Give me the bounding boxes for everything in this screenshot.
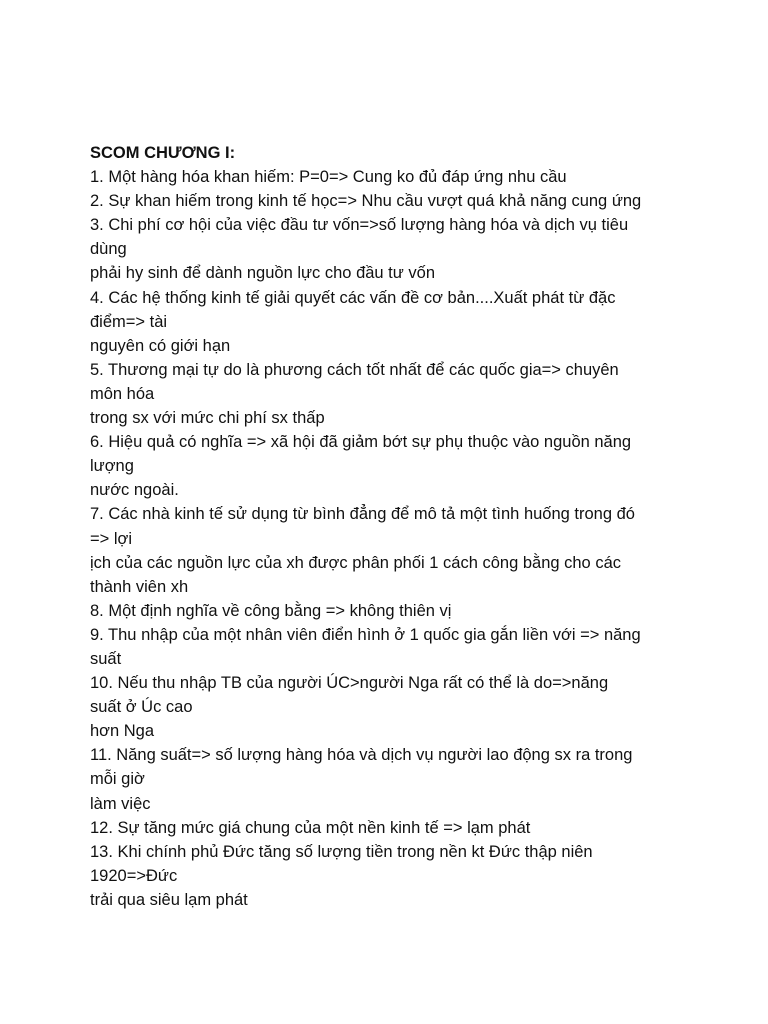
text-line: 1. Một hàng hóa khan hiếm: P=0=> Cung ko đủ đáp ứng nhu cầu bbox=[90, 168, 567, 187]
text-line: 10. Nếu thu nhập TB của người ÚC>người Nga rất có thể là do=>năng bbox=[90, 674, 609, 693]
text-line: 4. Các hệ thống kinh tế giải quyết các vấn đề cơ bản....Xuất phát từ đặc bbox=[90, 288, 616, 307]
text-line: suất ở Úc cao bbox=[90, 698, 193, 717]
text-line: dùng bbox=[90, 240, 127, 259]
text-line: 7. Các nhà kinh tế sử dụng từ bình đẳng để mô tả một tình huống trong đó bbox=[90, 505, 635, 524]
text-line: trải qua siêu lạm phát bbox=[90, 890, 248, 909]
text-line: 8. Một định nghĩa về công bằng => không thiên vị bbox=[90, 601, 452, 620]
document-title: SCOM CHƯƠNG I: bbox=[90, 144, 236, 162]
text-line: 3. Chi phí cơ hội của việc đầu tư vốn=>số lượng hàng hóa và dịch vụ tiêu bbox=[90, 216, 629, 235]
document-page bbox=[90, 141, 700, 912]
text-line: 9. Thu nhập của một nhân viên điển hình ở 1 quốc gia gắn liền với => năng bbox=[90, 625, 641, 644]
text-line: mỗi giờ bbox=[90, 770, 145, 789]
text-line: môn hóa bbox=[90, 384, 155, 403]
text-line: 11. Năng suất=> số lượng hàng hóa và dịch vụ người lao động sx ra trong bbox=[90, 746, 633, 765]
text-line: ịch của các nguồn lực của xh được phân phối 1 cách công bằng cho các bbox=[90, 553, 621, 572]
text-line: suất bbox=[90, 649, 122, 668]
text-line: => lợi bbox=[90, 529, 133, 548]
text-line: 1920=>Đức bbox=[90, 866, 178, 885]
text-line: 5. Thương mại tự do là phương cách tốt nhất để các quốc gia=> chuyên bbox=[90, 360, 619, 379]
text-line: lượng bbox=[90, 457, 134, 476]
text-line: nguyên có giới hạn bbox=[90, 336, 231, 355]
text-line: làm việc bbox=[90, 794, 151, 813]
text-line: 12. Sự tăng mức giá chung của một nền kinh tế => lạm phát bbox=[90, 818, 531, 837]
text-line: nước ngoài. bbox=[90, 481, 179, 500]
text-line: trong sx với mức chi phí sx thấp bbox=[90, 409, 325, 428]
text-line: 13. Khi chính phủ Đức tăng số lượng tiền trong nền kt Đức thập niên bbox=[90, 842, 593, 861]
text-line: thành viên xh bbox=[90, 577, 189, 596]
text-line: hơn Nga bbox=[90, 722, 155, 741]
text-line: phải hy sinh để dành nguồn lực cho đầu tư vốn bbox=[90, 264, 436, 283]
text-line: 2. Sự khan hiếm trong kinh tế học=> Nhu cầu vượt quá khả năng cung ứng bbox=[90, 192, 642, 211]
text-line: điểm=> tài bbox=[90, 312, 168, 331]
text-line: 6. Hiệu quả có nghĩa => xã hội đã giảm bớt sự phụ thuộc vào nguồn năng bbox=[90, 433, 632, 452]
